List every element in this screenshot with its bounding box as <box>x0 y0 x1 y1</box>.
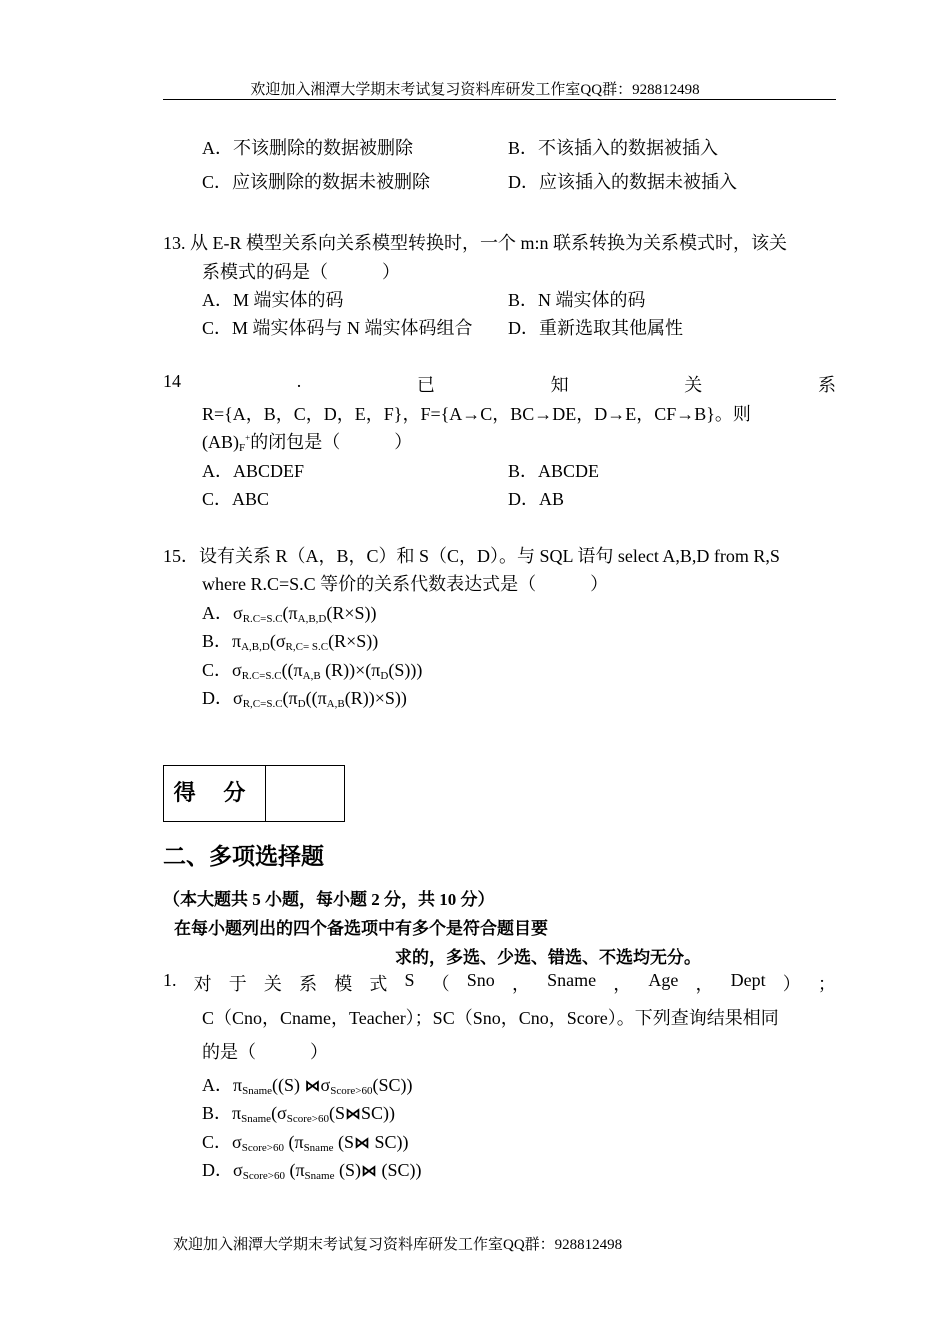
mq1-stem-line1 <box>163 970 836 996</box>
q14-stem-line1 <box>163 371 836 397</box>
q14-stem-line3: $(AB)_F^+$的闭包是（ ） <box>202 432 413 454</box>
natural-join-icon: ⋈ <box>354 1133 371 1152</box>
q14-word: 关 <box>684 375 703 395</box>
page-header: 欢迎加入湘潭大学期末考试复习资料库研发工作室QQ群：928812498 <box>250 82 700 98</box>
mq1-stem-token: 1. <box>163 970 177 990</box>
mq1-stem-token: ； <box>817 974 836 994</box>
q14-word: 系 <box>817 375 836 395</box>
natural-join-icon: ⋈ <box>345 1104 362 1123</box>
q15-option-a: A．$\sigma_{R.C=S.C}(\pi_{A,B,D}(R\times S))$ <box>202 603 377 625</box>
q14-word: 知 <box>550 375 569 395</box>
section-note-1: （本大题共 5 小题，每小题 2 分，共 10 分） <box>163 890 495 909</box>
mq1-stem-token: S <box>404 970 415 990</box>
mq1-stem-token: ， <box>695 974 714 994</box>
mq1-stem-token: （ <box>431 974 450 994</box>
q15-stem-line1: 15．设有关系 R（A，B，C）和 S（C，D）。与 SQL 语句 select A,B,D from R,S <box>163 546 780 566</box>
mq1-stem-token: 于 <box>228 974 247 994</box>
mq1-stem-token: 关 <box>263 974 282 994</box>
q12-option-a: A．不该删除的数据被删除 <box>202 138 413 158</box>
mq1-stem-token: Sname <box>547 970 597 990</box>
q12-option-b: B．不该插入的数据被插入 <box>508 138 719 158</box>
mq1-stem-token: 系 <box>299 974 318 994</box>
q13-option-b: B．N 端实体的码 <box>508 290 646 310</box>
mq1-stem-token: 对 <box>193 974 212 994</box>
section-title: 二、多项选择题 <box>163 844 324 870</box>
natural-join-icon: ⋈ <box>361 1161 377 1180</box>
mq1-stem-token: 式 <box>369 974 388 994</box>
header-rule <box>163 99 836 100</box>
score-value <box>266 766 344 821</box>
q15-option-d: D．$\sigma_{R,C=S.C}(\pi_D((\pi_{A,B}(R))\times S))$ <box>202 688 407 710</box>
q14-word: 已 <box>416 375 435 395</box>
q13-option-a: A．M 端实体的码 <box>202 290 344 310</box>
score-label: 得 分 <box>164 766 266 821</box>
q14-number: 14 <box>163 371 181 391</box>
q13-stem-line1: 13. 从 E-R 模型关系向关系模型转换时，一个 m:n 联系转换为关系模式时，该关 <box>163 233 787 253</box>
page-footer: 欢迎加入湘潭大学期末考试复习资料库研发工作室QQ群：928812498 <box>173 1237 623 1253</box>
mq1-option-b: B．$\pi_{Sname}(\sigma_{Score>60}(S⋈SC))$ <box>202 1103 396 1125</box>
mq1-stem-token: 模 <box>334 974 353 994</box>
q12-option-d: D．应该插入的数据未被插入 <box>508 172 737 192</box>
q15-stem-line2: where R.C=S.C 等价的关系代数表达式是（ ） <box>202 574 609 594</box>
mq1-stem-token: ， <box>511 974 530 994</box>
natural-join-icon: ⋈ <box>304 1076 321 1095</box>
q14-option-d: D．AB <box>508 489 565 509</box>
q12-option-c: C．应该删除的数据未被删除 <box>202 172 431 192</box>
mq1-stem-token: ） <box>782 974 801 994</box>
mq1-stem-token: Age <box>648 970 679 990</box>
q14-dot: . <box>296 371 302 391</box>
mq1-stem-line2: C（Cno，Cname，Teacher）；SC（Sno，Cno，Score）。下列查询结果相同 <box>202 1008 779 1028</box>
mq1-stem-token: ， <box>613 974 632 994</box>
q13-stem-line2: 系模式的码是（ ） <box>202 262 400 282</box>
mq1-stem-token: Sno <box>466 970 495 990</box>
mq1-option-a: A．$\pi_{Sname}((S)$ $⋈\sigma_{Score>60}(SC)$) <box>202 1075 413 1097</box>
q15-option-b: B．$\pi_{A,B,D}(\sigma_{R,C= S.C}(R\times S))$ <box>202 631 379 653</box>
q13-option-d: D．重新选取其他属性 <box>508 318 683 338</box>
q15-option-c: C．$\sigma_{R.C=S.C}((\pi_{A,B}$ $(R))\times(\pi_D(S))$) <box>202 660 423 682</box>
q14-stem-line2: R={A，B，C，D，E，F}，F={A→C，BC→DE，D→E，CF→B}。则 <box>202 404 751 424</box>
mq1-option-c: C．$\sigma_{Score>60}$ ($\pi_{Sname}$ (S⋈ SC)) <box>202 1132 409 1154</box>
mq1-option-d: D．$\sigma_{Score>60}$ ($\pi_{Sname}$ (S)⋈ (SC)) <box>202 1160 422 1182</box>
q14-option-b: B．ABCDE <box>508 461 600 481</box>
q14-option-c: C．ABC <box>202 489 270 509</box>
mq1-stem-token: Dept <box>730 970 766 990</box>
section-note-2: 在每小题列出的四个备选项中有多个是符合题目要 <box>174 919 548 938</box>
score-box <box>163 765 345 822</box>
q14-option-a: A．ABCDEF <box>202 461 305 481</box>
q13-option-c: C．M 端实体码与 N 端实体码组合 <box>202 318 473 338</box>
section-note-3: 求的，多选、少选、错选、不选均无分。 <box>395 948 701 967</box>
mq1-stem-line3: 的是（ ） <box>202 1042 328 1062</box>
